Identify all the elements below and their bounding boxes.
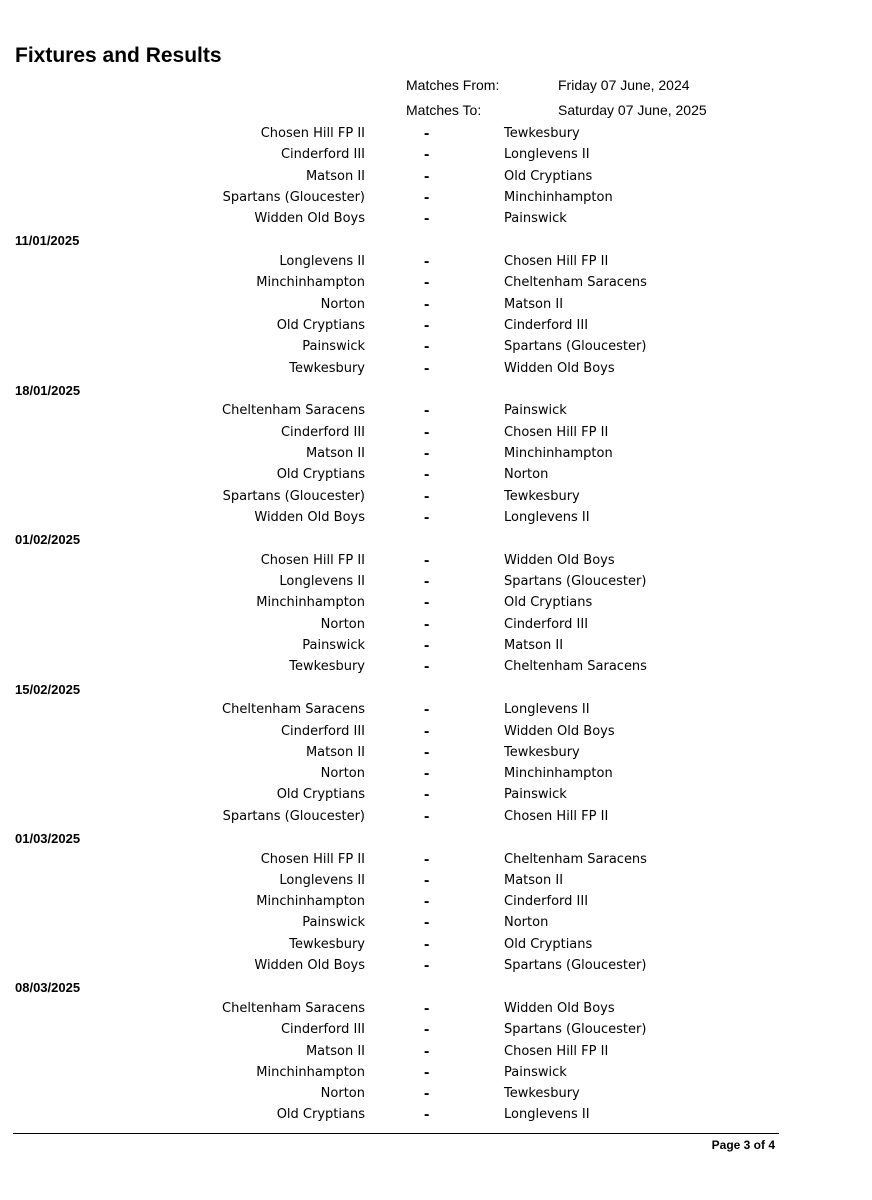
away-team: Cheltenham Saracens xyxy=(504,275,647,291)
round-date: 11/01/2025 xyxy=(15,233,80,249)
fixture-row xyxy=(0,849,872,870)
fixture-row xyxy=(0,294,872,315)
away-team: Spartans (Gloucester) xyxy=(504,574,647,590)
fixture-row xyxy=(0,507,872,528)
home-team: Minchinhampton xyxy=(256,1064,365,1080)
away-team: Cheltenham Saracens xyxy=(504,851,647,867)
fixture-row xyxy=(0,336,872,357)
round-date: 08/03/2025 xyxy=(15,980,81,996)
versus-separator: - xyxy=(424,1106,430,1124)
home-team: Spartans (Gloucester) xyxy=(222,189,365,205)
fixture-row xyxy=(0,955,872,976)
away-team: Old Cryptians xyxy=(504,168,593,184)
versus-separator: - xyxy=(424,722,430,740)
away-team: Chosen Hill FP II xyxy=(504,808,609,824)
home-team: Cinderford III xyxy=(280,147,365,163)
fixture-row xyxy=(0,699,872,720)
away-team: Widden Old Boys xyxy=(504,552,615,568)
away-team: Painswick xyxy=(504,1064,567,1080)
away-team: Cinderford III xyxy=(504,616,589,632)
versus-separator: - xyxy=(424,999,430,1017)
home-team: Norton xyxy=(320,296,365,312)
away-team: Painswick xyxy=(504,403,567,419)
fixture-row xyxy=(0,763,872,784)
versus-separator: - xyxy=(424,615,430,633)
home-team: Norton xyxy=(320,616,365,632)
versus-separator: - xyxy=(424,850,430,868)
versus-separator: - xyxy=(424,743,430,761)
fixture-row xyxy=(0,592,872,613)
home-team: Cheltenham Saracens xyxy=(222,403,365,419)
fixture-row xyxy=(0,400,872,421)
home-team: Painswick xyxy=(302,339,365,355)
home-team: Painswick xyxy=(302,638,365,654)
versus-separator: - xyxy=(424,125,430,142)
away-team: Cinderford III xyxy=(504,894,589,910)
versus-separator: - xyxy=(424,1085,430,1103)
versus-separator: - xyxy=(424,786,430,804)
fixture-row xyxy=(0,422,872,443)
fixture-row xyxy=(0,144,872,165)
versus-separator: - xyxy=(424,423,430,441)
fixture-row xyxy=(0,891,872,912)
fixture-row xyxy=(0,486,872,507)
versus-separator: - xyxy=(424,893,430,911)
versus-separator: - xyxy=(424,658,430,676)
versus-separator: - xyxy=(424,487,430,505)
home-team: Tewkesbury xyxy=(289,360,365,376)
home-team: Matson II xyxy=(305,168,365,184)
home-team: Old Cryptians xyxy=(276,787,365,803)
round-date: 01/02/2025 xyxy=(15,532,81,548)
fixture-row xyxy=(0,1019,872,1040)
fixture-row xyxy=(0,806,872,827)
fixture-row xyxy=(0,1104,872,1125)
versus-separator: - xyxy=(424,146,430,164)
page-number: Page 3 of 4 xyxy=(711,1138,775,1152)
versus-separator: - xyxy=(424,402,430,420)
fixture-row xyxy=(0,784,872,805)
home-team: Old Cryptians xyxy=(276,317,365,333)
home-team: Tewkesbury xyxy=(289,936,365,952)
versus-separator: - xyxy=(424,359,430,377)
fixture-row xyxy=(0,742,872,763)
fixture-row xyxy=(0,934,872,955)
away-team: Widden Old Boys xyxy=(504,723,615,739)
fixture-row xyxy=(0,635,872,656)
versus-separator: - xyxy=(424,957,430,975)
home-team: Widden Old Boys xyxy=(254,509,365,525)
home-team: Chosen Hill FP II xyxy=(260,851,365,867)
away-team: Longlevens II xyxy=(504,509,590,525)
fixture-row xyxy=(0,912,872,933)
versus-separator: - xyxy=(424,914,430,932)
home-team: Matson II xyxy=(305,1043,365,1059)
versus-separator: - xyxy=(424,1042,430,1060)
away-team: Cinderford III xyxy=(504,317,589,333)
versus-separator: - xyxy=(424,573,430,591)
fixture-row xyxy=(0,998,872,1019)
away-team: Longlevens II xyxy=(504,1107,590,1123)
fixture-row xyxy=(0,272,872,293)
home-team: Longlevens II xyxy=(279,254,365,270)
home-team: Chosen Hill FP II xyxy=(260,552,365,568)
away-team: Tewkesbury xyxy=(504,126,580,141)
home-team: Minchinhampton xyxy=(256,894,365,910)
home-team: Tewkesbury xyxy=(289,659,365,675)
fixture-row xyxy=(0,187,872,208)
away-team: Matson II xyxy=(504,296,564,312)
versus-separator: - xyxy=(424,253,430,271)
home-team: Cheltenham Saracens xyxy=(222,702,365,718)
round-date: 18/01/2025 xyxy=(15,382,81,398)
versus-separator: - xyxy=(424,765,430,783)
home-team: Cinderford III xyxy=(280,723,365,739)
matches-from-label: Matches From: xyxy=(406,77,500,93)
home-team: Spartans (Gloucester) xyxy=(222,808,365,824)
round-date-row xyxy=(0,976,872,998)
fixture-row xyxy=(0,1083,872,1104)
versus-separator: - xyxy=(424,594,430,612)
away-team: Widden Old Boys xyxy=(504,1000,615,1016)
away-team: Tewkesbury xyxy=(504,744,580,760)
versus-separator: - xyxy=(424,701,430,719)
away-team: Matson II xyxy=(504,872,564,888)
home-team: Widden Old Boys xyxy=(254,211,365,227)
versus-separator: - xyxy=(424,807,430,825)
away-team: Spartans (Gloucester) xyxy=(504,1022,647,1038)
fixture-row xyxy=(0,251,872,272)
page-title: Fixtures and Results xyxy=(15,44,222,67)
versus-separator: - xyxy=(424,508,430,526)
versus-separator: - xyxy=(424,1063,430,1081)
away-team: Norton xyxy=(504,915,549,931)
away-team: Chosen Hill FP II xyxy=(504,424,609,440)
away-team: Tewkesbury xyxy=(504,488,580,504)
home-team: Painswick xyxy=(302,915,365,931)
away-team: Chosen Hill FP II xyxy=(504,1043,609,1059)
versus-separator: - xyxy=(424,274,430,292)
home-team: Matson II xyxy=(305,744,365,760)
versus-separator: - xyxy=(424,188,430,206)
fixture-row xyxy=(0,1041,872,1062)
fixture-row xyxy=(0,721,872,742)
away-team: Longlevens II xyxy=(504,702,590,718)
versus-separator: - xyxy=(424,466,430,484)
round-date-row xyxy=(0,827,872,849)
home-team: Chosen Hill FP II xyxy=(260,126,365,141)
away-team: Norton xyxy=(504,467,549,483)
versus-separator: - xyxy=(424,445,430,463)
away-team: Matson II xyxy=(504,638,564,654)
round-date: 01/03/2025 xyxy=(15,830,81,846)
away-team: Longlevens II xyxy=(504,147,590,163)
round-date: 15/02/2025 xyxy=(15,681,81,697)
versus-separator: - xyxy=(424,295,430,313)
away-team: Minchinhampton xyxy=(504,766,613,782)
fixture-row xyxy=(0,208,872,229)
home-team: Widden Old Boys xyxy=(254,958,365,974)
versus-separator: - xyxy=(424,316,430,334)
home-team: Longlevens II xyxy=(279,872,365,888)
fixture-row xyxy=(0,464,872,485)
home-team: Minchinhampton xyxy=(256,275,365,291)
matches-to-value: Saturday 07 June, 2025 xyxy=(558,102,707,118)
fixture-row xyxy=(0,870,872,891)
away-team: Painswick xyxy=(504,211,567,227)
away-team: Minchinhampton xyxy=(504,189,613,205)
away-team: Spartans (Gloucester) xyxy=(504,339,647,355)
home-team: Matson II xyxy=(305,446,365,462)
fixture-row xyxy=(0,1062,872,1083)
home-team: Old Cryptians xyxy=(276,467,365,483)
away-team: Chosen Hill FP II xyxy=(504,254,609,270)
home-team: Cinderford III xyxy=(280,424,365,440)
home-team: Norton xyxy=(320,1086,365,1102)
versus-separator: - xyxy=(424,1021,430,1039)
versus-separator: - xyxy=(424,637,430,655)
versus-separator: - xyxy=(424,338,430,356)
away-team: Spartans (Gloucester) xyxy=(504,958,647,974)
away-team: Tewkesbury xyxy=(504,1086,580,1102)
round-date-row xyxy=(0,528,872,550)
fixture-row xyxy=(0,315,872,336)
away-team: Cheltenham Saracens xyxy=(504,659,647,675)
versus-separator: - xyxy=(424,871,430,889)
away-team: Widden Old Boys xyxy=(504,360,615,376)
fixture-row xyxy=(0,614,872,635)
versus-separator: - xyxy=(424,210,430,228)
round-date-row xyxy=(0,678,872,700)
home-team: Cheltenham Saracens xyxy=(222,1000,365,1016)
away-team: Old Cryptians xyxy=(504,595,593,611)
versus-separator: - xyxy=(424,935,430,953)
versus-separator: - xyxy=(424,551,430,569)
home-team: Norton xyxy=(320,766,365,782)
matches-from-value: Friday 07 June, 2024 xyxy=(558,77,690,93)
home-team: Longlevens II xyxy=(279,574,365,590)
round-date-row xyxy=(0,379,872,401)
fixture-row xyxy=(0,571,872,592)
versus-separator: - xyxy=(424,167,430,185)
fixture-row xyxy=(0,358,872,379)
away-team: Painswick xyxy=(504,787,567,803)
fixture-row xyxy=(0,166,872,187)
home-team: Minchinhampton xyxy=(256,595,365,611)
fixture-row xyxy=(0,123,872,144)
fixtures-list xyxy=(0,123,872,1126)
matches-to-label: Matches To: xyxy=(406,102,482,118)
fixture-row xyxy=(0,656,872,677)
away-team: Old Cryptians xyxy=(504,936,593,952)
round-date-row xyxy=(0,229,872,251)
home-team: Spartans (Gloucester) xyxy=(222,488,365,504)
fixture-row xyxy=(0,550,872,571)
footer-divider xyxy=(13,1133,779,1134)
home-team: Old Cryptians xyxy=(276,1107,365,1123)
home-team: Cinderford III xyxy=(280,1022,365,1038)
fixture-row xyxy=(0,443,872,464)
away-team: Minchinhampton xyxy=(504,446,613,462)
